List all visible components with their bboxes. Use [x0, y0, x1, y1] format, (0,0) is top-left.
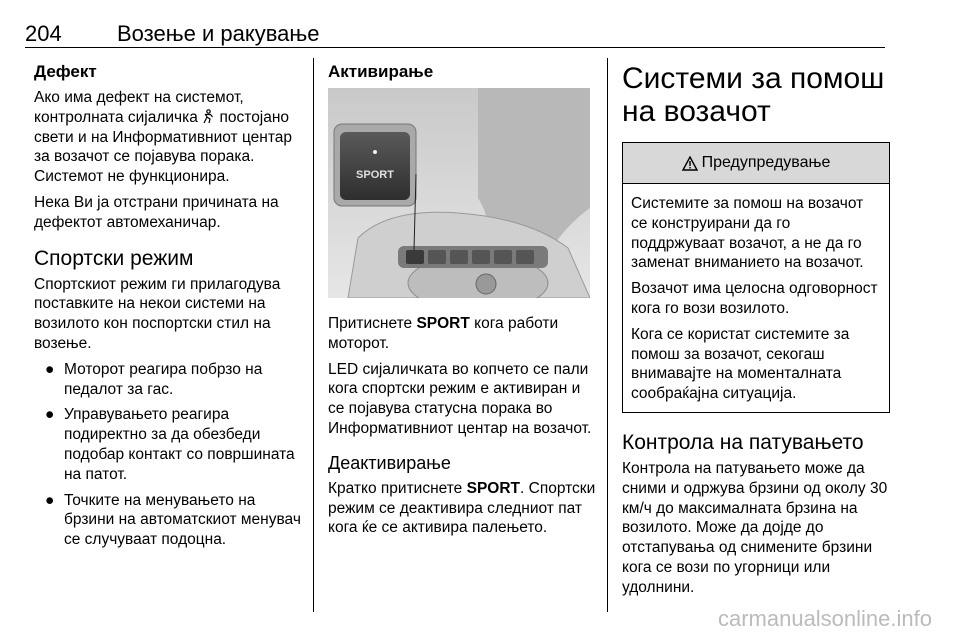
sport-mode-intro: Спортскиот режим ги прилагодува поставките на некои системи на возилото кон поспортски стил на возење.: [34, 275, 281, 352]
section-heading-deactivation: Деактивирање: [328, 452, 451, 473]
sport-button-ref: SPORT: [416, 315, 470, 332]
list-item: ● Моторот реагира побрзо на педалот за гас.: [45, 360, 263, 398]
column-2: [328, 62, 596, 544]
page-header-title: Возење и ракување: [117, 21, 320, 46]
bullet-icon: ●: [45, 406, 55, 424]
deactivation-paragraph: Кратко притиснете SPORT. Спортски режим се деактивира следниот пат кога ќе се активира палењето.: [328, 479, 596, 537]
section-heading-activation: Активирање: [328, 62, 434, 81]
column-divider-2: [607, 58, 608, 612]
malfunction-text-a: Ако има дефект на системот, контролната сијаличка: [34, 89, 244, 126]
page-number: 204: [25, 21, 62, 46]
section-heading-cruise-control: Контрола на патувањето: [622, 430, 864, 454]
page-header: [25, 12, 885, 46]
sport-button-figure: [328, 88, 590, 298]
warning-title: Предупредување: [701, 154, 831, 171]
warning-paragraph: Системите за помош на возачот се конструирани да го поддржуваат возачот, а не да го заменат вниманието на возачот.: [631, 195, 864, 272]
list-item: ● Точките на менувањето на брзини на автоматскиот менувач се случуваат подоцна.: [45, 491, 301, 549]
warning-box: [622, 142, 890, 413]
warning-body: [623, 184, 889, 412]
figure-button-label: SPORT: [356, 169, 394, 181]
activation-paragraph-1: Притиснете SPORT кога работи моторот.: [328, 315, 559, 352]
column-3: [622, 62, 890, 604]
sport-mode-indicator-icon: [202, 109, 215, 124]
warning-triangle-icon: [682, 156, 698, 171]
warning-paragraph: Возачот има целосна одговорност кога го вози возилото.: [631, 280, 878, 317]
cruise-control-paragraph: Контрола на патувањето може да сними и одржува брзини од околу 30 км/ч до максималната брзина на возилото. Може да дојде до отстапувања од снимените брзини кога се вози по угорници или удолнини.: [622, 459, 888, 596]
activation-paragraph-2: LED сијаличката во копчето се пали кога спортски режим е активиран и се појавува статусна порака во Информативниот центар на возачот.: [328, 360, 592, 437]
malfunction-paragraph: [34, 88, 302, 187]
warning-header: [623, 143, 889, 184]
list-item: ● Управувањето реагира подиректно за да обезбеди подобар контакт со површината на патот.: [45, 406, 295, 483]
section-heading-malfunction: Дефект: [34, 62, 97, 81]
console-illustration: [328, 88, 590, 298]
bullet-icon: ●: [45, 491, 55, 509]
sport-mode-bullet-list: [34, 360, 302, 550]
watermark: carmanualsonline.info: [717, 606, 932, 631]
section-heading-driver-assistance: Системи за помош на возачот: [622, 62, 885, 128]
column-1: [34, 62, 302, 556]
malfunction-text-b: постојано свети и на Информативниот центар за возачот се појавува порака. Системот не функционира.: [34, 108, 293, 186]
malfunction-paragraph-2: Нека Ви ја отстрани причината на дефектот автомеханичар.: [34, 193, 279, 231]
header-rule: [25, 47, 885, 48]
column-divider-1: [313, 58, 314, 612]
warning-paragraph: Кога се користат системите за помош за возачот, секогаш внимавајте на моменталната сообраќајна ситуација.: [631, 325, 850, 403]
sport-button-ref: SPORT: [466, 479, 521, 497]
section-heading-sport-mode: Спортски режим: [34, 246, 194, 270]
bullet-icon: ●: [45, 360, 55, 378]
